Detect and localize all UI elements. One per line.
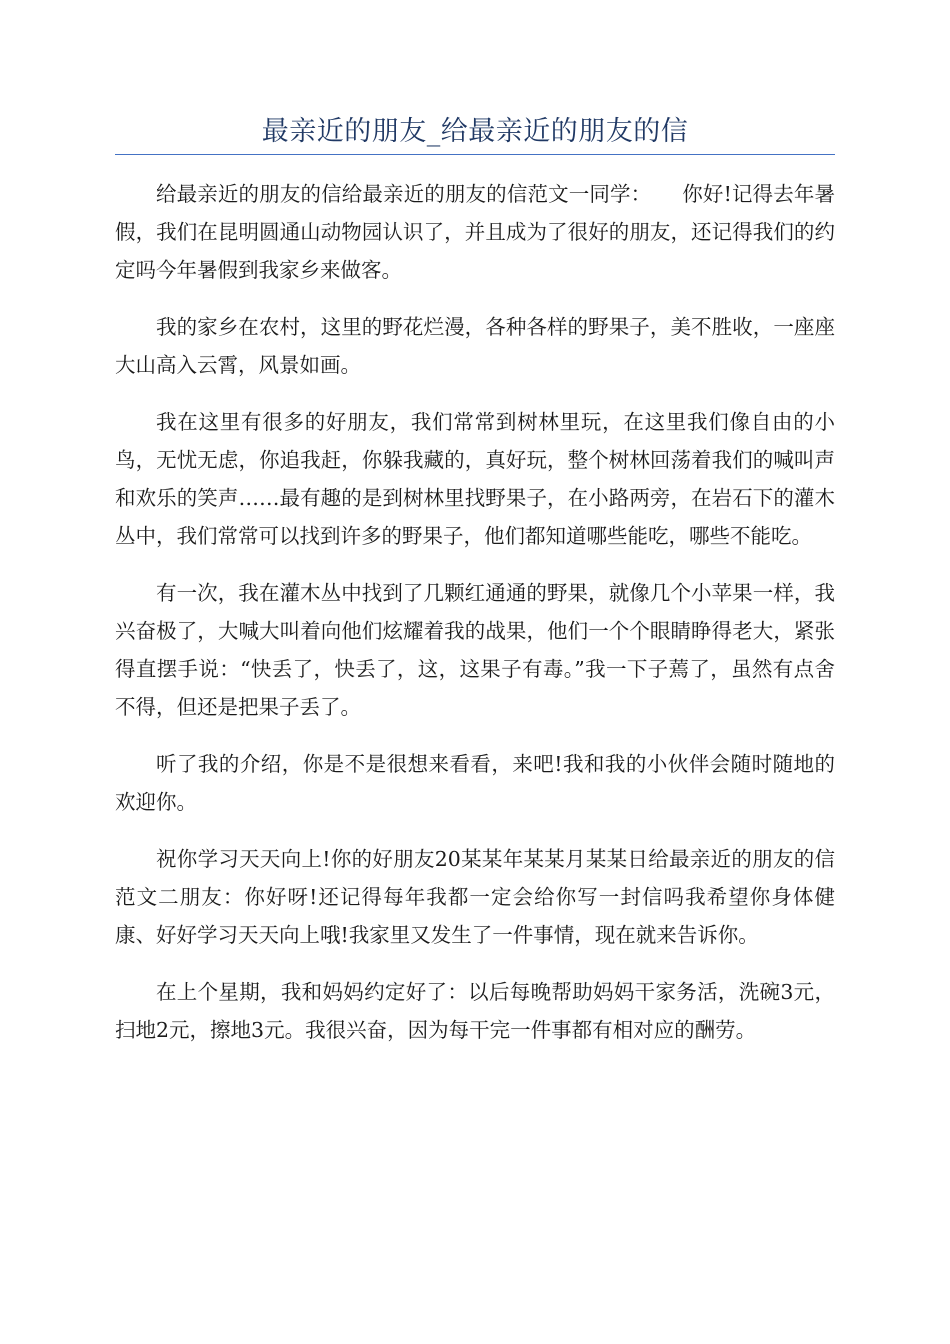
page-title: 最亲近的朋友_给最亲近的朋友的信 [261, 116, 689, 147]
paragraph-6: 祝你学习天天向上!你的好朋友20某某年某某月某某日给最亲近的朋友的信范文二朋友：你好呀!还记得每年我都一定会给你写一封信吗我希望你身体健康、好好学习天天向上哦!我家里又发生了一件事情，现在就来告诉你。 [115, 847, 835, 947]
paragraph-2: 我的家乡在农村，这里的野花烂漫，各种各样的野果子，美不胜收，一座座大山高入云霄，风景如画。 [115, 315, 835, 377]
paragraph-3: 我在这里有很多的好朋友，我们常常到树林里玩，在这里我们像自由的小鸟，无忧无虑，你追我赶，你躲我藏的，真好玩，整个树林回荡着我们的喊叫声和欢乐的笑声……最有趣的是到树林里找野果子，在小路两旁，在岩石下的灌木丛中，我们常常可以找到许多的野果子，他们都知道哪些能吃，哪些不能吃。 [115, 410, 835, 548]
paragraph-7: 在上个星期，我和妈妈约定好了：以后每晚帮助妈妈干家务活，洗碗3元，扫地2元，擦地3元。我很兴奋，因为每干完一件事都有相对应的酬劳。 [115, 980, 835, 1042]
document-body [115, 175, 835, 1068]
paragraph-4: 有一次，我在灌木丛中找到了几颗红通通的野果，就像几个小苹果一样，我兴奋极了，大喊大叫着向他们炫耀着我的战果，他们一个个眼睛睁得老大，紧张得直摆手说：“快丢了，快丢了，这，这果子有毒。”我一下子蔫了，虽然有点舍不得，但还是把果子丢了。 [115, 581, 835, 719]
title-underline [115, 154, 835, 155]
paragraph-1: 给最亲近的朋友的信给最亲近的朋友的信范文一同学： 你好!记得去年暑假，我们在昆明圆通山动物园认识了，并且成为了很好的朋友，还记得我们的约定吗今年暑假到我家乡来做客。 [115, 182, 835, 282]
paragraph-5: 听了我的介绍，你是不是很想来看看，来吧!我和我的小伙伴会随时随地的欢迎你。 [115, 752, 835, 814]
